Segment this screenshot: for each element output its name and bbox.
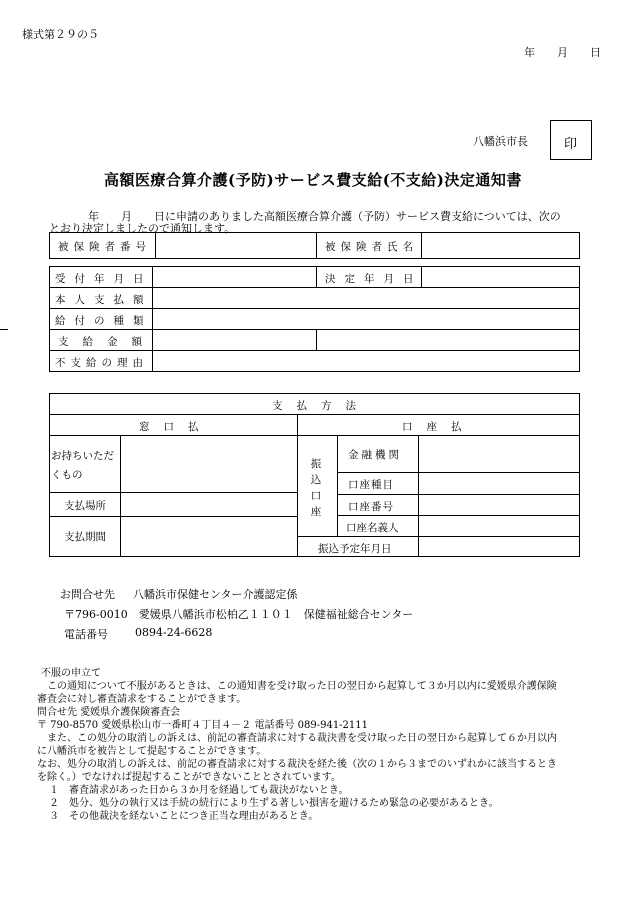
appeal-section [37,667,627,823]
form-number: 様式第２９の５ [22,28,99,41]
label-self-paid: 本人支払額 [55,294,153,306]
contact-address: 〒796-0010 愛媛県八幡浜市松柏乙１１０１ 保健福祉総合センター [64,608,414,621]
label-pay-period: 支払期間 [64,531,106,543]
label-account-pay: 口座払 [402,421,476,433]
label-decision-date: 決定年月日 [325,273,423,285]
contact-label: お問合せ先 [60,588,115,601]
label-denial-reason: 不支給の理由 [55,357,148,369]
label-transfer-account: 振込口座 [310,458,322,518]
label-transfer-date: 振込予定年月日 [318,543,392,555]
label-received-date: 受付年月日 [55,273,153,285]
label-account-type: 口座種目 [348,479,394,491]
intro-line-2: とおり決定しましたので通知します。 [49,222,236,235]
label-pay-place: 支払場所 [64,500,106,512]
label-payment-amount: 支給金額 [58,336,156,348]
margin-tick [0,329,8,330]
appeal-line-6: に八幡浜市を被告として提起することができます。 [37,746,267,757]
appeal-item-3: ３ その他裁決を経ないことにつき正当な理由があるとき。 [49,811,319,822]
appeal-line-3: 問合せ先 愛媛県介護保険審査会 [37,707,181,718]
document-title: 高額医療合算介護(予防)サービス費支給(不支給)決定通知書 [104,171,522,189]
intro-line-1: 年 月 日に申請のありました高額医療合算介護（予防）サービス費支給については、次の [88,210,561,223]
label-account-no: 口座番号 [348,501,394,513]
label-payment-method: 支払方法 [272,400,370,412]
appeal-line-4: 〒 790-8570 愛媛県松山市一番町４丁目４－２ 電話番号 089-941-2111 [37,720,369,731]
label-insured-name: 被保険者氏名 [325,241,418,253]
label-window-pay: 窓口払 [139,421,213,433]
issuer: 八幡浜市長 [473,135,528,148]
label-account-holder: 口座名義人 [346,522,399,534]
appeal-line-2: 審査会に対し審査請求をすることができます。 [37,694,247,705]
contact-office: 八幡浜市保健センター介護認定係 [133,588,298,601]
date-line: 年 月 日 [524,46,601,59]
seal-box [550,120,592,160]
seal-mark: 印 [564,137,578,152]
appeal-line-5: また、この処分の取消しの訴えは、前記の審査請求に対する裁決書を受け取った日の翌日から起算して６か月以内 [47,733,557,744]
label-bring-items: お持ちいただくもの [51,450,114,481]
appeal-line-7: なお、処分の取消しの訴えは、前記の審査請求に対する裁決を経た後（次の１から３までのいずれかに該当するとき [37,759,557,770]
contact-phone-label: 電話番号 [64,628,108,641]
appeal-item-2: ２ 処分、処分の執行又は手続の続行により生ずる著しい損害を避けるため緊急の必要があるとき。 [49,798,499,809]
appeal-line-8: を除く。）でなければ提起することができないこととされています。 [37,772,341,783]
contact-phone: 0894-24-6628 [135,626,213,639]
appeal-item-1: １ 審査請求があった日から３か月を経過しても裁決がないとき。 [49,785,349,796]
label-bank: 金融機関 [348,449,402,461]
appeal-heading: 不服の申立て [41,668,101,679]
label-benefit-type: 給付の種類 [55,315,153,327]
appeal-line-1: この通知について不服があるときは、この通知書を受け取った日の翌日から起算して３か月以内に愛媛県介護保険 [47,681,557,692]
label-insured-no: 被保険者番号 [58,241,151,253]
